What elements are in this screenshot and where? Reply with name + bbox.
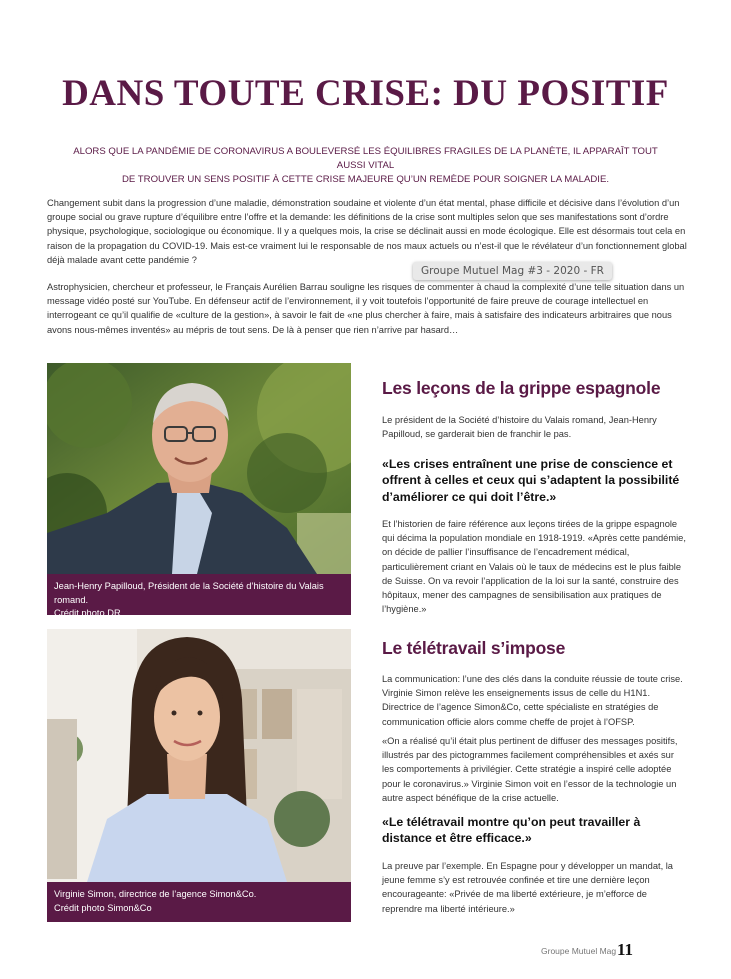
section-1-paragraph-1: Le président de la Société d’histoire du Valais romand, Jean-Henry Papilloud, se garderait bien de franchir le pas.: [382, 415, 657, 440]
caption-2-line-1: Virginie Simon, directrice de l’agence Simon&Co.: [54, 889, 257, 899]
caption-2-line-2: Crédit photo Simon&Co: [54, 902, 152, 913]
caption-1-line-2: Crédit photo DR: [54, 608, 121, 618]
portrait-man-illustration: [47, 363, 351, 574]
intro-line-2: DE TROUVER UN SENS POSITIF À CETTE CRISE MAJEURE QU’UN REMÈDE POUR SOIGNER LA MALADIE.: [121, 174, 610, 185]
section-1-quote: «Les crises entraînent une prise de conscience et offrent à celles et ceux qui s’adaptent la possibilité d’améliorer ce qui doit l’être.»: [382, 457, 680, 504]
intro-line-1: ALORS QUE LA PANDÉMIE DE CORONAVIRUS A BOULEVERSÉ LES ÉQUILIBRES FRAGILES DE LA PLANÈTE, IL APPARAÎT TOUT AUSSI VITAL: [73, 146, 658, 171]
photo-caption-2: [47, 882, 351, 922]
section-2-quote: «Le télétravail montre qu’on peut travailler à distance et être efficace.»: [382, 815, 641, 846]
photo-virginie-simon: [47, 629, 351, 882]
footer-magazine-label: Groupe Mutuel Mag: [541, 946, 617, 956]
section-1-heading: Les leçons de la grippe espagnole: [382, 378, 661, 398]
document-title-tooltip: Groupe Mutuel Mag #3 - 2020 - FR: [413, 262, 612, 280]
portrait-woman-illustration: [47, 629, 351, 882]
article-title: DANS TOUTE CRISE: DU POSITIF: [62, 73, 669, 114]
section-2-paragraph-2: «On a réalisé qu’il était plus pertinent de diffuser des messages positifs, illustrés par des pictogrammes facilement compréhensibles et axés sur les comportements à privilégier. Cette stratégie a inspiré celle adoptée pour le coronavirus.» Virginie Simon voit en l’essor de la technologie un autre aspect bénéfique de la crise actuelle.: [382, 736, 678, 803]
body-paragraph-1: Changement subit dans la progression d’une maladie, démonstration soudaine et violente d’un état mental, phase difficile et décisive dans l’évolution d’un groupe social ou grave rupture d’équilibre entre l’offre et la demande: les définitions de la crise sont multiples selon que ses manifestations sont d’ordre physique, psychologique, sociologique ou économique. Il y a quelques mois, la crise se déclinait aussi en mode écologique. Elle est désormais tout cela en raison de la propagation du COVID-19. Mais est-ce vraiment lui le responsable de nos maux actuels ou n’est-il que le révélateur d’un fonctionnement global déjà malade avant cette pandémie ?: [47, 198, 687, 265]
photo-jean-henry-papilloud: [47, 363, 351, 574]
section-1-paragraph-2: Et l’historien de faire référence aux leçons tirées de la grippe espagnole qui décima la population mondiale en 1918-1919. «Après cette pandémie, on décide de pallier l’insuffisance de l’encadrement médical, particulièrement criant en Valais où le taux de médecins est le plus faible de Suisse. On va revoir l’application de la loi sur la santé, construire des hôpitaux, mener des campagnes de sensibilisation aux pratiques de l’hygiène.»: [382, 519, 686, 615]
article-intro: [60, 145, 671, 187]
section-2-paragraph-1: La communication: l’une des clés dans la conduite réussie de toute crise. Virginie Simon relève les enseignements issus de celle du H1N1. Directrice de l’agence Simon&Co, cette spécialiste en stratégies de communication officie alors comme cheffe de projet à l’OFSP.: [382, 674, 683, 727]
body-paragraph-2: Astrophysicien, chercheur et professeur, le Français Aurélien Barrau souligne les risques de commenter à chaud la complexité d’une telle situation dans un message vidéo posté sur YouTube. En défenseur actif de l’environnement, il y voit toutefois l’opportunité de faire preuve de courage intellectuel en interrogeant ce qu’il qualifie de «culture de la gestion», à savoir le fait de «ne plus chercher à faire, mais à satisfaire des indicateurs arbitraires que nous avons nous-mêmes inventés» au mépris de tout sens. De là à penser que rien n’arrive par hasard…: [47, 282, 685, 335]
photo-caption-1: [47, 574, 351, 618]
section-2-heading: Le télétravail s’impose: [382, 638, 566, 658]
page-number: 11: [617, 940, 634, 959]
section-2-paragraph-3: La preuve par l’exemple. En Espagne pour y développer un mandat, la jeune femme s’y est retrouvée confinée et tire une dernière leçon encourageante: «Privée de ma liberté extérieure, je m’efforce de reprendre ma liberté intérieure.»: [382, 861, 673, 914]
caption-1-line-1: Jean-Henry Papilloud, Président de la Société d’histoire du Valais romand.: [54, 581, 324, 605]
